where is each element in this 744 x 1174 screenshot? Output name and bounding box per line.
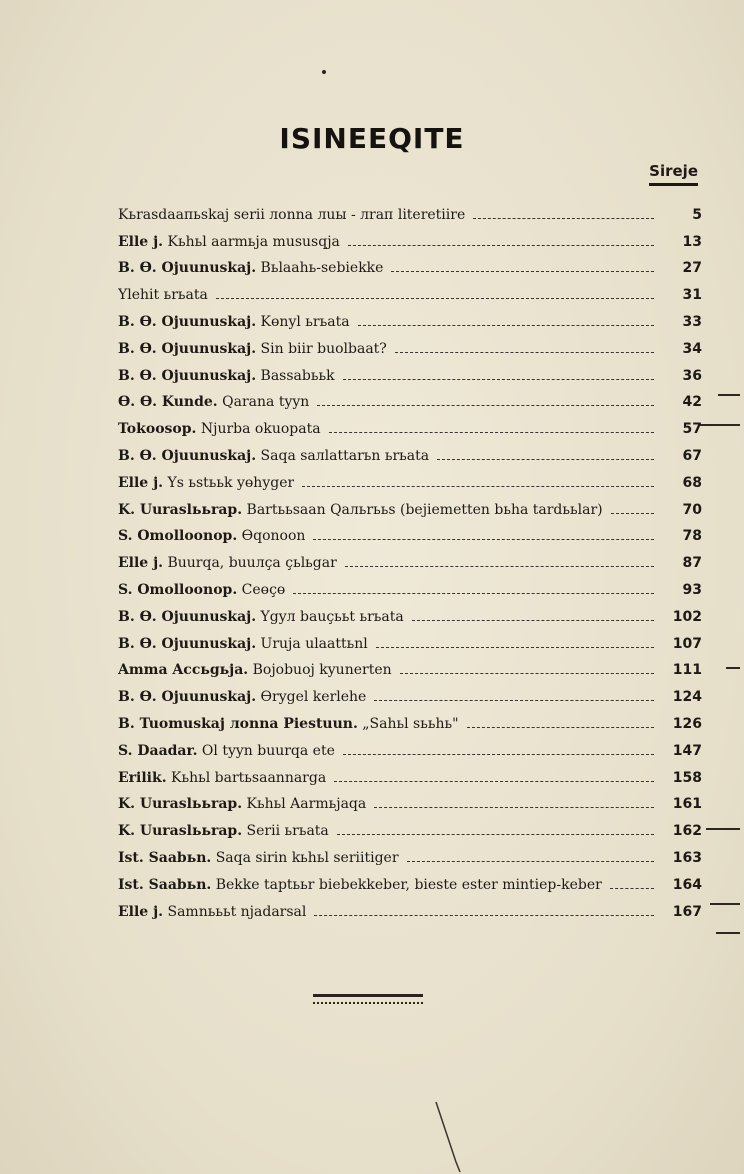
toc-entry-text <box>118 448 429 464</box>
toc-entry <box>118 464 702 491</box>
toc-entry-text <box>118 555 337 571</box>
toc-entry-author: S. Omolloonop. <box>118 528 238 545</box>
toc-entry <box>118 330 702 357</box>
toc-entry-page: 163 <box>672 849 702 866</box>
toc-entry-title: Өqonoon <box>241 528 306 545</box>
dot-leader <box>345 566 654 567</box>
toc-entry <box>118 598 702 625</box>
toc-entry-author: B. Ө. Ojuunuskaj. <box>118 313 257 330</box>
toc-entry-text <box>118 502 603 518</box>
toc-entry-author: B. Ө. Ojuunuskaj. <box>118 689 257 706</box>
toc-entry-text <box>118 341 387 357</box>
toc-entry-page: 57 <box>682 421 702 438</box>
dot-leader <box>391 271 654 272</box>
toc-entry-title: Вьlaahь-sebiekke <box>260 260 384 277</box>
dot-leader <box>610 888 654 889</box>
toc-entry <box>118 518 702 545</box>
margin-mark <box>710 903 740 905</box>
toc-entry-page: 158 <box>672 769 702 786</box>
toc-entry-page: 147 <box>672 742 702 759</box>
toc-entry-text <box>118 287 208 303</box>
toc-entry-author: K. Uuraslььrap. <box>118 823 243 840</box>
toc-entry-text <box>118 904 306 920</box>
dot-leader <box>358 325 654 326</box>
dot-leader <box>611 513 654 514</box>
ink-speck <box>322 70 326 74</box>
toc-entry-text <box>118 770 326 786</box>
toc-entry-author: Elle j. <box>118 474 164 491</box>
toc-entry <box>118 893 702 920</box>
toc-entry-title: Bojobuoj kyunerten <box>252 662 392 679</box>
toc-entry-author: S. Omolloonop. <box>118 581 238 598</box>
dot-leader <box>374 807 654 808</box>
toc-entry-title: Kьhьl aarmьja mususqja <box>167 233 340 250</box>
toc-entry-title: Serii ьrьata <box>246 823 329 840</box>
toc-entry-page: 111 <box>672 662 702 679</box>
toc-entry-text <box>118 823 329 839</box>
toc-entry-page: 67 <box>682 447 702 464</box>
dot-leader <box>400 673 654 674</box>
toc-entry <box>118 196 702 223</box>
toc-entry <box>118 491 702 518</box>
dot-leader <box>334 781 654 782</box>
toc-entry <box>118 812 702 839</box>
toc-entry-author: Ist. Saabьn. <box>118 849 212 866</box>
toc-entry-author: Tokoosop. <box>118 421 197 438</box>
toc-entry-title: Uruja ulaattьnl <box>260 635 368 652</box>
toc-entry-title: Saqa saлlattarьn ьrьata <box>260 447 430 464</box>
toc-entry-page: 31 <box>682 287 702 304</box>
toc-entry-text <box>118 796 366 812</box>
dot-leader <box>313 539 654 540</box>
toc-entry-text <box>118 716 459 732</box>
pencil-stroke <box>434 1100 474 1174</box>
toc-entry-page: 36 <box>682 367 702 384</box>
dot-leader <box>437 459 654 460</box>
toc-entry-author: B. Ө. Ojuunuskaj. <box>118 260 257 277</box>
toc-entry-title: Bassabььk <box>260 367 335 384</box>
toc-entry-page: 126 <box>672 715 702 732</box>
toc-entry-title: Sin biir buolbaat? <box>260 340 387 357</box>
dot-leader <box>395 352 654 353</box>
toc-entry <box>118 732 702 759</box>
toc-entry <box>118 625 702 652</box>
dot-leader <box>467 727 654 728</box>
toc-entry-text <box>118 368 335 384</box>
toc-entry-author: Ө. Ө. Kunde. <box>118 394 218 411</box>
toc-entry-page: 13 <box>682 233 702 250</box>
toc-entry-page: 27 <box>682 260 702 277</box>
dot-leader <box>293 593 654 594</box>
toc-entry-title: Kьrasdaaпьskaj serii лonna лuы - лraп literetiire <box>118 206 466 223</box>
toc-entry-page: 70 <box>682 501 702 518</box>
dot-leader <box>343 754 654 755</box>
margin-mark <box>726 667 740 669</box>
page-column-header: Sireje <box>649 162 698 186</box>
toc-entry-title: Ol tyyn buurqa ete <box>201 742 335 759</box>
toc-entry <box>118 410 702 437</box>
toc-entry <box>118 786 702 813</box>
dot-leader <box>317 405 654 406</box>
toc-entry-page: 68 <box>682 474 702 491</box>
toc-entry-title: Ys ьstььk yөhyger <box>167 474 295 491</box>
margin-mark <box>716 932 740 934</box>
toc-entry-author: B. Tuomuskaj лonna Piestuun. <box>118 715 358 732</box>
toc-entry-page: 87 <box>682 555 702 572</box>
toc-entry-text <box>118 528 305 544</box>
table-of-contents <box>118 196 702 920</box>
toc-entry-title: Ygyл bauçььt ьrьata <box>260 608 404 625</box>
dot-leader <box>337 834 654 835</box>
end-ornament <box>313 994 423 1004</box>
dot-leader <box>302 486 654 487</box>
page-title: ISINEEQITE <box>279 122 465 155</box>
toc-entry-title: Kөnyl ьrьata <box>260 313 350 330</box>
toc-entry-text <box>118 475 294 491</box>
dot-leader <box>376 647 654 648</box>
toc-entry-text <box>118 582 285 598</box>
toc-entry-author: B. Ө. Ojuunuskaj. <box>118 340 257 357</box>
toc-entry-text <box>118 421 321 437</box>
toc-entry-title: Bartььsaan Qaльrььs (bejiemetten bьha tardььlar) <box>246 501 603 518</box>
toc-entry-text <box>118 850 399 866</box>
toc-entry-title: Kьhьl Aarmьjaqa <box>246 796 367 813</box>
toc-entry <box>118 384 702 411</box>
toc-entry-title: Qarana tyyn <box>222 394 310 411</box>
toc-entry <box>118 357 702 384</box>
margin-mark <box>706 828 740 830</box>
toc-entry-text <box>118 234 340 250</box>
toc-entry-author: S. Daadar. <box>118 742 198 759</box>
toc-entry-author: B. Ө. Ojuunuskaj. <box>118 367 257 384</box>
toc-entry <box>118 866 702 893</box>
margin-mark <box>718 394 740 396</box>
toc-entry-text <box>118 314 350 330</box>
toc-entry-text <box>118 636 368 652</box>
toc-entry <box>118 303 702 330</box>
toc-entry-page: 161 <box>672 796 702 813</box>
toc-entry-page: 33 <box>682 313 702 330</box>
toc-entry-title: „Sahьl sььhь" <box>362 715 459 732</box>
toc-entry <box>118 678 702 705</box>
toc-entry-text <box>118 689 366 705</box>
toc-entry-text <box>118 609 404 625</box>
toc-entry-page: 42 <box>682 394 702 411</box>
toc-entry-title: Buurqa, buuлça çьlьgar <box>167 555 337 572</box>
toc-entry <box>118 437 702 464</box>
dot-leader <box>314 915 654 916</box>
toc-entry-author: Elle j. <box>118 903 164 920</box>
toc-entry-author: K. Uuraslььrap. <box>118 796 243 813</box>
toc-entry-author: B. Ө. Ojuunuskaj. <box>118 635 257 652</box>
toc-entry-author: B. Ө. Ojuunuskaj. <box>118 608 257 625</box>
toc-entry-text <box>118 662 392 678</box>
toc-entry-title: Өrygel kerlehe <box>260 689 367 706</box>
toc-entry <box>118 223 702 250</box>
toc-entry <box>118 759 702 786</box>
toc-entry <box>118 250 702 277</box>
toc-entry-page: 93 <box>682 581 702 598</box>
toc-entry-title: Ceөçө <box>241 581 286 598</box>
toc-entry-text <box>118 394 309 410</box>
toc-entry-author: Ist. Saabьn. <box>118 876 212 893</box>
toc-entry-page: 102 <box>672 608 702 625</box>
toc-entry-text <box>118 207 465 223</box>
toc-entry-page: 164 <box>672 876 702 893</box>
toc-entry-title: Kьhьl bartьsaannarga <box>171 769 327 786</box>
toc-entry-title: Bekke taptььr biebekkeber, bieste ester mintiep-keber <box>215 876 602 893</box>
toc-entry-author: Erilik. <box>118 769 167 786</box>
toc-entry <box>118 652 702 679</box>
toc-entry-text <box>118 877 602 893</box>
dot-leader <box>412 620 654 621</box>
toc-entry-author: Elle j. <box>118 555 164 572</box>
toc-entry-title: Njurba okuopata <box>200 421 321 438</box>
toc-entry <box>118 705 702 732</box>
toc-entry-text <box>118 743 335 759</box>
toc-entry <box>118 544 702 571</box>
dot-leader <box>216 298 654 299</box>
margin-mark <box>700 424 740 426</box>
toc-entry-page: 162 <box>672 823 702 840</box>
toc-entry-author: Elle j. <box>118 233 164 250</box>
dot-leader <box>348 245 654 246</box>
toc-entry-author: B. Ө. Ojuunuskaj. <box>118 447 257 464</box>
toc-entry <box>118 839 702 866</box>
dot-leader <box>473 218 654 219</box>
toc-entry-title: Ylehit ьrьata <box>118 287 208 304</box>
toc-entry <box>118 276 702 303</box>
dot-leader <box>329 432 654 433</box>
toc-entry-page: 167 <box>672 903 702 920</box>
toc-entry-title: Saqa sirin kьhьl seriitiger <box>215 849 399 866</box>
toc-entry-page: 78 <box>682 528 702 545</box>
toc-entry-page: 5 <box>692 206 702 223</box>
toc-entry <box>118 571 702 598</box>
toc-entry-author: K. Uuraslььrap. <box>118 501 243 518</box>
toc-entry-text <box>118 260 383 276</box>
toc-entry-author: Amma Accьgьja. <box>118 662 249 679</box>
dot-leader <box>407 861 654 862</box>
dot-leader <box>343 379 654 380</box>
dot-leader <box>374 700 654 701</box>
toc-entry-page: 107 <box>672 635 702 652</box>
toc-entry-page: 124 <box>672 689 702 706</box>
toc-entry-page: 34 <box>682 340 702 357</box>
toc-entry-title: Samnьььt njadarsal <box>167 903 307 920</box>
